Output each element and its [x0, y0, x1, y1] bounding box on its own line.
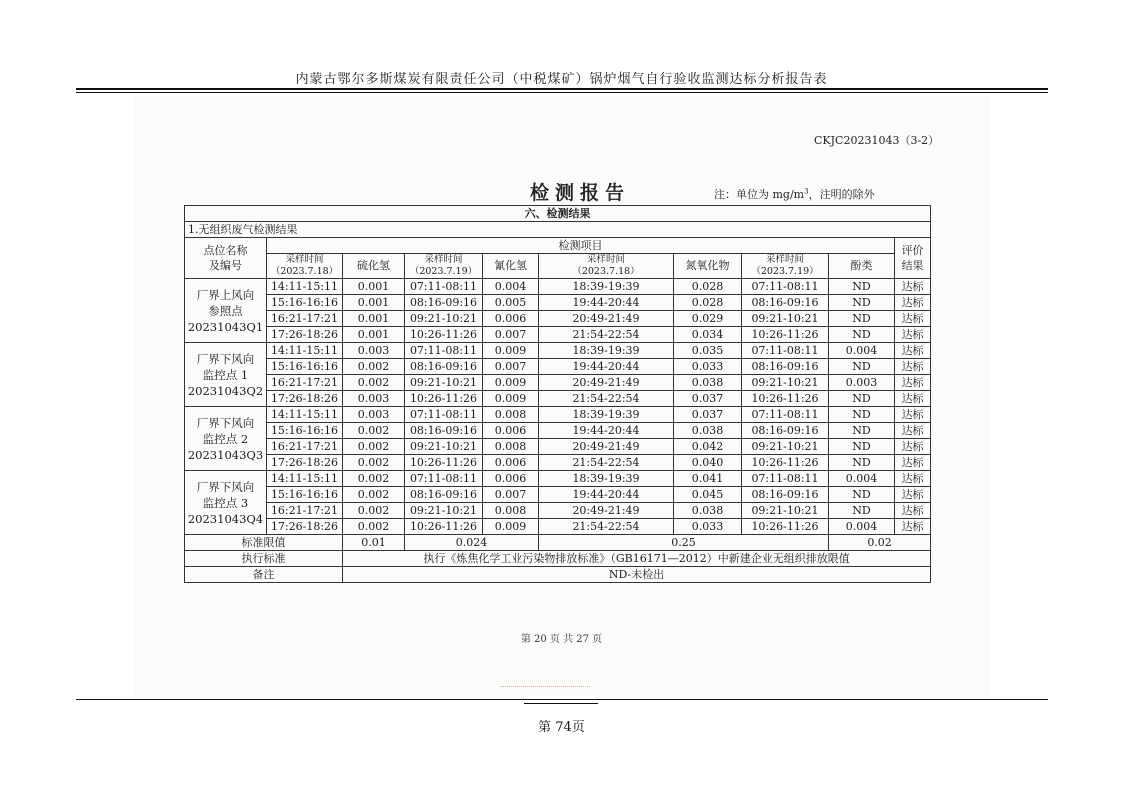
table-cell: 0.004 — [829, 343, 895, 359]
table-cell: 0.038 — [674, 423, 742, 439]
table-cell: ND — [829, 455, 895, 471]
table-cell: 19:44-20:44 — [539, 359, 674, 375]
table-row — [185, 455, 931, 471]
table-row — [185, 391, 931, 407]
standard-text: 执行《炼焦化学工业污染物排放标准》（GB16171—2012）中新建企业无组织排放限值 — [343, 551, 931, 567]
limit-hcn: 0.024 — [405, 535, 539, 551]
table-cell: 0.002 — [343, 439, 405, 455]
table-cell: 07:11-08:11 — [405, 407, 483, 423]
site-cell: 厂界下风向 监控点 1 20231043Q2 — [185, 343, 267, 407]
table-cell: 09:21-10:21 — [742, 375, 829, 391]
table-cell: 09:21-10:21 — [405, 311, 483, 327]
table-cell: 0.042 — [674, 439, 742, 455]
table-row — [185, 503, 931, 519]
table-row — [185, 471, 931, 487]
col-header-nox: 氮氧化物 — [674, 254, 742, 279]
table-cell: 07:11-08:11 — [742, 343, 829, 359]
limit-nox: 0.25 — [539, 535, 829, 551]
inner-page-footer: 第 20 页 共 27 页 — [520, 634, 603, 645]
table-row — [185, 407, 931, 423]
table-cell: 10:26-11:26 — [405, 519, 483, 535]
faint-stamp-mark — [500, 686, 590, 691]
table-cell: 20:49-21:49 — [539, 375, 674, 391]
table-cell: 达标 — [895, 439, 931, 455]
table-cell: 09:21-10:21 — [742, 503, 829, 519]
table-cell: 达标 — [895, 471, 931, 487]
table-cell: 0.001 — [343, 295, 405, 311]
table-cell: 0.008 — [483, 503, 539, 519]
table-row — [185, 375, 931, 391]
table-cell: ND — [829, 391, 895, 407]
table-cell: 达标 — [895, 423, 931, 439]
report-code: CKJC20231043（3-2） — [814, 134, 940, 147]
table-cell: 08:16-09:16 — [742, 423, 829, 439]
table-cell: 17:26-18:26 — [267, 327, 343, 343]
table-cell: 10:26-11:26 — [742, 519, 829, 535]
table-cell: 0.006 — [483, 471, 539, 487]
limit-h2s: 0.01 — [343, 535, 405, 551]
table-cell: ND — [829, 487, 895, 503]
footer-rule — [76, 699, 1048, 700]
table-cell: 0.038 — [674, 375, 742, 391]
table-cell: 14:11-15:11 — [267, 279, 343, 295]
table-cell: 09:21-10:21 — [405, 503, 483, 519]
table-cell: 0.033 — [674, 519, 742, 535]
table-cell: 0.028 — [674, 295, 742, 311]
table-cell: 16:21-17:21 — [267, 439, 343, 455]
table-cell: 19:44-20:44 — [539, 423, 674, 439]
col-header-time-3: 采样时间 （2023.7.18） — [539, 254, 674, 279]
site-cell: 厂界上风向 参照点 20231043Q1 — [185, 279, 267, 343]
items-header: 检测项目 — [267, 238, 895, 254]
table-cell: 0.041 — [674, 471, 742, 487]
table-cell: 07:11-08:11 — [742, 279, 829, 295]
table-cell: ND — [829, 439, 895, 455]
footer-rule-short — [524, 703, 598, 704]
table-cell: 0.003 — [343, 391, 405, 407]
table-cell: 0.007 — [483, 359, 539, 375]
table-cell: 07:11-08:11 — [405, 343, 483, 359]
table-cell: ND — [829, 407, 895, 423]
col-header-h2s: 硫化氢 — [343, 254, 405, 279]
table-row — [185, 343, 931, 359]
table-cell: 08:16-09:16 — [405, 487, 483, 503]
table-cell: 18:39-19:39 — [539, 471, 674, 487]
remark-text: ND-未检出 — [343, 567, 931, 583]
table-cell: 07:11-08:11 — [405, 471, 483, 487]
table-cell: 0.001 — [343, 327, 405, 343]
table-cell: 达标 — [895, 343, 931, 359]
site-header: 点位名称 及编号 — [185, 238, 267, 279]
table-cell: 0.009 — [483, 375, 539, 391]
table-cell: 21:54-22:54 — [539, 327, 674, 343]
table-cell: 0.005 — [483, 295, 539, 311]
table-row — [185, 439, 931, 455]
table-cell: 08:16-09:16 — [405, 295, 483, 311]
table-cell: 0.009 — [483, 343, 539, 359]
table-cell: 10:26-11:26 — [405, 327, 483, 343]
table-cell: 14:11-15:11 — [267, 471, 343, 487]
table-row — [185, 423, 931, 439]
table-cell: 0.004 — [483, 279, 539, 295]
table-cell: 0.037 — [674, 407, 742, 423]
table-cell: 0.037 — [674, 391, 742, 407]
table-cell: 0.002 — [343, 487, 405, 503]
table-cell: 18:39-19:39 — [539, 343, 674, 359]
table-cell: 10:26-11:26 — [405, 391, 483, 407]
table-cell: 18:39-19:39 — [539, 279, 674, 295]
table-cell: 08:16-09:16 — [405, 359, 483, 375]
table-cell: 0.009 — [483, 519, 539, 535]
table-cell: 10:26-11:26 — [742, 391, 829, 407]
table-cell: 19:44-20:44 — [539, 487, 674, 503]
table-cell: 0.004 — [829, 519, 895, 535]
table-cell: 08:16-09:16 — [742, 359, 829, 375]
table-cell: 21:54-22:54 — [539, 519, 674, 535]
section-title: 六、检测结果 — [185, 206, 931, 222]
table-cell: 15:16-16:16 — [267, 487, 343, 503]
table-cell: 0.002 — [343, 455, 405, 471]
table-cell: 达标 — [895, 519, 931, 535]
table-cell: 18:39-19:39 — [539, 407, 674, 423]
table-cell: 0.002 — [343, 519, 405, 535]
table-cell: 达标 — [895, 295, 931, 311]
col-header-time-4: 采样时间 （2023.7.19） — [742, 254, 829, 279]
table-cell: 09:21-10:21 — [742, 439, 829, 455]
col-header-phenols: 酚类 — [829, 254, 895, 279]
table-cell: 14:11-15:11 — [267, 407, 343, 423]
limit-phenols: 0.02 — [829, 535, 931, 551]
table-cell: 0.002 — [343, 503, 405, 519]
table-cell: 20:49-21:49 — [539, 503, 674, 519]
table-cell: 达标 — [895, 455, 931, 471]
table-cell: 17:26-18:26 — [267, 391, 343, 407]
table-cell: 17:26-18:26 — [267, 455, 343, 471]
remark-label: 备注 — [185, 567, 343, 583]
col-header-time-1: 采样时间 （2023.7.18） — [267, 254, 343, 279]
table-cell: 0.006 — [483, 455, 539, 471]
site-cell: 厂界下风向 监控点 2 20231043Q3 — [185, 407, 267, 471]
table-cell: ND — [829, 503, 895, 519]
table-row — [185, 359, 931, 375]
table-cell: 0.001 — [343, 311, 405, 327]
table-cell: 09:21-10:21 — [405, 439, 483, 455]
header-rule-thin — [76, 92, 1048, 93]
table-cell: 10:26-11:26 — [405, 455, 483, 471]
report-title: 检测报告 — [530, 182, 631, 204]
table-cell: ND — [829, 423, 895, 439]
table-cell: 0.006 — [483, 311, 539, 327]
table-cell: ND — [829, 327, 895, 343]
table-cell: 15:16-16:16 — [267, 295, 343, 311]
table-cell: 08:16-09:16 — [742, 295, 829, 311]
table-row — [185, 487, 931, 503]
col-header-time-2: 采样时间 （2023.7.19） — [405, 254, 483, 279]
table-cell: 07:11-08:11 — [742, 407, 829, 423]
table-cell: 达标 — [895, 327, 931, 343]
table-cell: ND — [829, 311, 895, 327]
table-cell: 21:54-22:54 — [539, 455, 674, 471]
header-rule-thick — [76, 88, 1048, 90]
table-cell: 达标 — [895, 503, 931, 519]
table-cell: 0.007 — [483, 487, 539, 503]
table-row — [185, 327, 931, 343]
table-cell: 达标 — [895, 359, 931, 375]
table-cell: ND — [829, 359, 895, 375]
table-cell: 07:11-08:11 — [405, 279, 483, 295]
table-row — [185, 279, 931, 295]
table-cell: 0.033 — [674, 359, 742, 375]
unit-note: 注：单位为 $mg/m^3$，注明的除外 — [714, 187, 875, 201]
table-cell: 0.003 — [829, 375, 895, 391]
standard-label: 执行标准 — [185, 551, 343, 567]
table-cell: 15:16-16:16 — [267, 423, 343, 439]
table-cell: 08:16-09:16 — [405, 423, 483, 439]
table-cell: 0.009 — [483, 391, 539, 407]
results-table — [184, 205, 931, 583]
table-cell: 0.008 — [483, 439, 539, 455]
table-cell: 16:21-17:21 — [267, 375, 343, 391]
table-cell: 0.008 — [483, 407, 539, 423]
table-cell: 0.034 — [674, 327, 742, 343]
table-cell: 达标 — [895, 407, 931, 423]
table-cell: 20:49-21:49 — [539, 439, 674, 455]
table-cell: 0.001 — [343, 279, 405, 295]
table-row — [185, 295, 931, 311]
table-cell: ND — [829, 279, 895, 295]
eval-header: 评价 结果 — [895, 238, 931, 279]
table-cell: 达标 — [895, 391, 931, 407]
table-cell: 0.004 — [829, 471, 895, 487]
subsection-title: 1.无组织废气检测结果 — [185, 222, 931, 238]
table-cell: 0.002 — [343, 423, 405, 439]
table-cell: 达标 — [895, 375, 931, 391]
table-cell: 10:26-11:26 — [742, 455, 829, 471]
table-cell: 09:21-10:21 — [405, 375, 483, 391]
table-cell: 17:26-18:26 — [267, 519, 343, 535]
table-cell: 21:54-22:54 — [539, 391, 674, 407]
site-cell: 厂界下风向 监控点 3 20231043Q4 — [185, 471, 267, 535]
table-cell: 15:16-16:16 — [267, 359, 343, 375]
table-cell: 09:21-10:21 — [742, 311, 829, 327]
table-cell: 08:16-09:16 — [742, 487, 829, 503]
table-cell: 0.045 — [674, 487, 742, 503]
table-row — [185, 519, 931, 535]
table-cell: 0.003 — [343, 343, 405, 359]
col-header-hcn: 氰化氢 — [483, 254, 539, 279]
table-cell: 0.002 — [343, 375, 405, 391]
table-cell: 20:49-21:49 — [539, 311, 674, 327]
table-cell: 16:21-17:21 — [267, 503, 343, 519]
table-cell: 0.029 — [674, 311, 742, 327]
table-cell: 10:26-11:26 — [742, 327, 829, 343]
limit-label: 标准限值 — [185, 535, 343, 551]
table-cell: 0.003 — [343, 407, 405, 423]
table-row — [185, 311, 931, 327]
table-cell: 16:21-17:21 — [267, 311, 343, 327]
document-header-title: 内蒙古鄂尔多斯煤炭有限责任公司（中税煤矿）锅炉烟气自行验收监测达标分析报告表 — [295, 72, 828, 87]
table-cell: 0.035 — [674, 343, 742, 359]
table-cell: 达标 — [895, 279, 931, 295]
table-cell: 0.007 — [483, 327, 539, 343]
table-cell: 19:44-20:44 — [539, 295, 674, 311]
table-cell: 14:11-15:11 — [267, 343, 343, 359]
table-cell: 达标 — [895, 487, 931, 503]
table-cell: 0.038 — [674, 503, 742, 519]
table-cell: 07:11-08:11 — [742, 471, 829, 487]
table-cell: 0.002 — [343, 359, 405, 375]
table-cell: 0.040 — [674, 455, 742, 471]
table-cell: 0.028 — [674, 279, 742, 295]
table-cell: ND — [829, 295, 895, 311]
table-cell: 0.006 — [483, 423, 539, 439]
table-cell: 达标 — [895, 311, 931, 327]
page-number: 第 74页 — [538, 720, 585, 735]
table-cell: 0.002 — [343, 471, 405, 487]
